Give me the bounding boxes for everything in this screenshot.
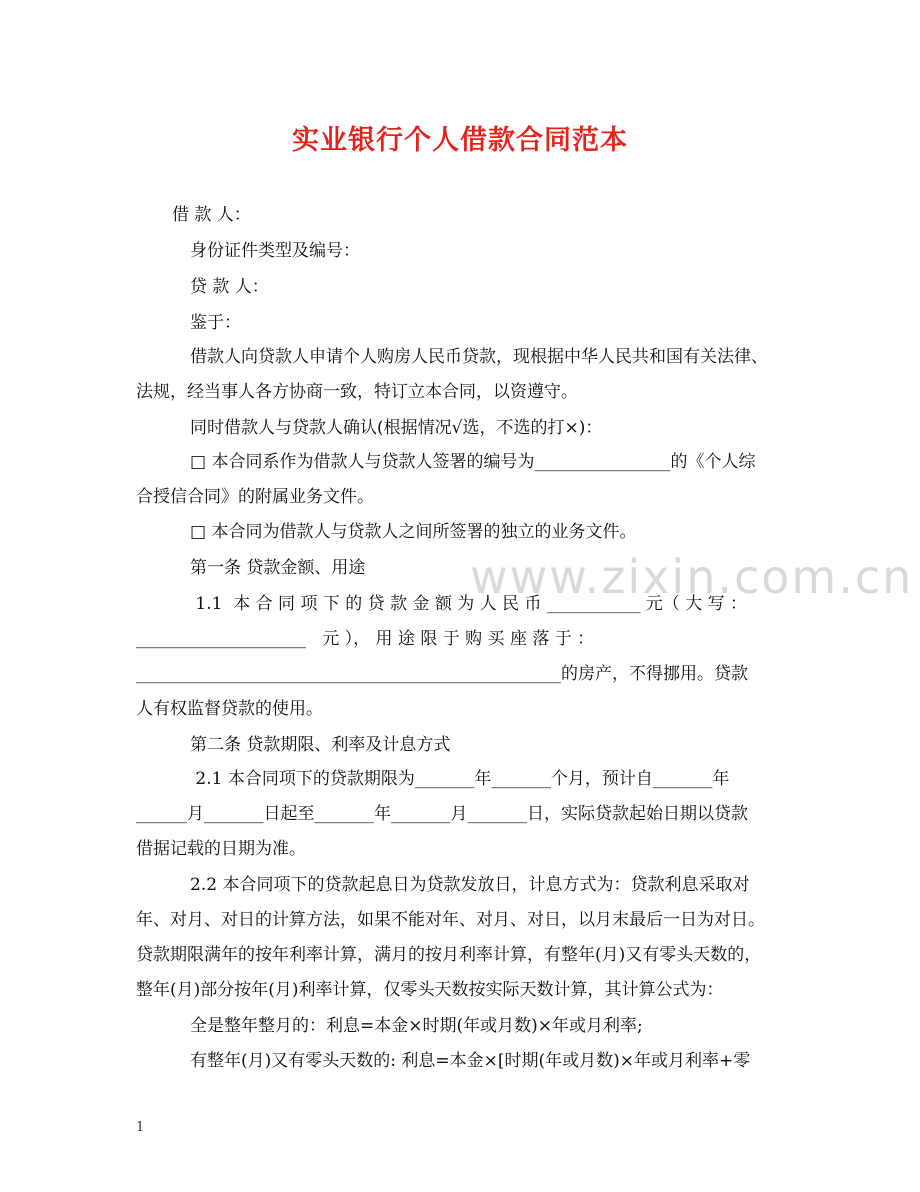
paragraph-1-line-2: 法规，经当事人各方协商一致，特订立本合同，以资遵守。 [136,382,578,402]
borrower-line: 借 款 人： [172,205,251,225]
section-1-1-line-2: ____________________ 元 ）， 用 途 限 于 购 买 座 落 于 ： [136,629,595,649]
section-2-2-line-4: 整年(月)部分按年(月)利率计算，仅零头天数按实际天数计算，其计算公式为： [136,980,724,1000]
document-title: 实业银行个人借款合同范本 [292,125,628,156]
confirm-line: 同时借款人与贷款人确认(根据情况√选，不选的打×)： [190,418,603,438]
section-1-1-line-1: 1.1 本 合 同 项 下 的 贷 款 金 额 为 人 民 币 ___________ 元（ 大 写 ： [190,594,748,614]
section-2-2-line-1: 2.2 本合同项下的贷款起息日为贷款发放日，计息方式为：贷款利息采取对 [190,875,750,895]
option-2-line: □ 本合同为借款人与贷款人之间所签署的独立的业务文件。 [190,522,637,542]
section-1-1-line-3: __________________________________________________的房产，不得挪用。贷款 [136,664,748,684]
lender-line: 贷 款 人： [190,277,269,297]
option-1-line-1: □ 本合同系作为借款人与贷款人签署的编号为________________的《个人综 [190,452,756,472]
section-2-1-line-2: ______月_______日起至_______年_______月_______日，实际贷款起始日期以贷款 [136,804,748,824]
article-2-heading: 第二条 贷款期限、利率及计息方式 [190,735,451,755]
paragraph-1-line-1: 借款人向贷款人申请个人购房人民币贷款，现根据中华人民共和国有关法律、 [190,347,768,367]
page-number: 1 [136,1120,145,1135]
section-2-1-line-1: 2.1 本合同项下的贷款期限为_______年_______个月，预计自_______年 [190,769,730,789]
id-type-line: 身份证件类型及编号： [190,241,360,261]
section-1-1-line-4: 人有权监督贷款的使用。 [136,699,323,719]
formula-1: 全是整年整月的：利息=本金×时期(年或月数)×年或月利率; [190,1016,643,1036]
section-2-2-line-3: 贷款期限满年的按年利率计算，满月的按月利率计算，有整年(月)又有零头天数的， [136,945,762,965]
option-1-line-2: 合授信合同》的附属业务文件。 [136,487,374,507]
section-2-1-line-3: 借据记载的日期为准。 [136,839,306,859]
watermark: www.zixin.com.cn [470,550,914,604]
section-2-2-line-2: 年、对月、对日的计算方法，如果不能对年、对月、对日，以月末最后一日为对日。 [136,910,765,930]
whereas-line: 鉴于： [190,313,241,333]
formula-2: 有整年(月)又有零头天数的: 利息=本金×[时期(年或月数)×年或月利率+零 [190,1051,751,1071]
article-1-heading: 第一条 贷款金额、用途 [190,558,366,578]
